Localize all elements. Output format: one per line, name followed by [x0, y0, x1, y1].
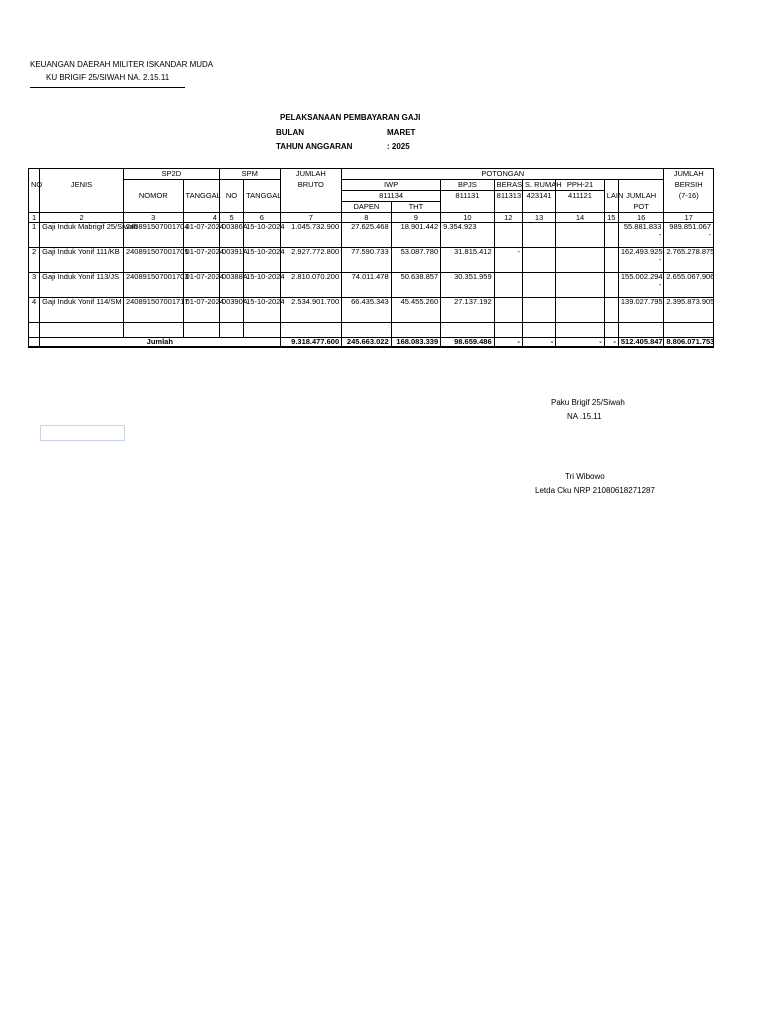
row-jumlah-pot-value: 155.002.294 — [620, 272, 663, 281]
row-bpjs: 30.351.959 — [441, 273, 495, 298]
col-num: 9 — [391, 213, 441, 223]
spm-tanggal-header: TANGGAL — [244, 191, 280, 202]
spm-no-header: NO — [219, 191, 243, 202]
row-tanggal: 01-07-2024 — [183, 273, 219, 298]
row-lain — [604, 298, 618, 323]
col-num: 17 — [664, 213, 714, 223]
row-spm-no: 00390A — [219, 298, 243, 323]
row-nomor: 240891507001704 — [123, 223, 183, 248]
row-beras: - — [494, 248, 522, 273]
col-num: 4 — [183, 213, 219, 223]
total-lain: - — [604, 338, 618, 348]
tahun-value: : 2025 — [387, 142, 410, 151]
row-bruto: 2.534.901.700 — [280, 298, 342, 323]
row-spm-tanggal: 15-10-2024 — [244, 273, 280, 298]
col-num: 15 — [604, 213, 618, 223]
iwp-header: IWP — [342, 180, 441, 191]
row-dapen: 74.011.478 — [342, 273, 392, 298]
org-line-1: KEUANGAN DAERAH MILITER ISKANDAR MUDA — [30, 60, 214, 69]
row-jumlah-pot: 139.027.795 — [618, 298, 664, 323]
row-s-rumah — [522, 273, 555, 298]
potongan-header: POTONGAN — [342, 169, 664, 180]
spm-header: SPM — [219, 169, 280, 180]
pot-header — [618, 191, 664, 202]
row-lain — [604, 223, 618, 248]
row-bruto: 2.810.070.200 — [280, 273, 342, 298]
col-num: 3 — [123, 213, 183, 223]
spacer-row — [29, 323, 714, 338]
table-row — [29, 298, 714, 323]
org-line-2: KU BRIGIF 25/SIWAH NA. 2.15.11 — [46, 73, 170, 82]
col-num: 8 — [342, 213, 392, 223]
col-num: 5 — [219, 213, 243, 223]
bersih-header-3: (7-16) — [664, 191, 714, 202]
row-s-rumah — [522, 248, 555, 273]
row-no: 1 — [29, 223, 40, 248]
row-bpjs: 9.354.923 — [441, 223, 495, 248]
col-num: 12 — [494, 213, 522, 223]
pot-header-1: JUMLAH — [626, 191, 657, 200]
table-row — [29, 273, 714, 298]
row-tht: 53.087.780 — [391, 248, 441, 273]
total-pph21: - — [556, 338, 604, 348]
bpjs-code: 811131 — [441, 191, 495, 202]
bersih-header-1: JUMLAH — [664, 169, 714, 180]
row-spm-tanggal: 15-10-2024 — [244, 248, 280, 273]
bpjs-header: BPJS — [441, 180, 495, 191]
row-tanggal: 01-07-2024 — [183, 223, 219, 248]
row-spm-tanggal: 15-10-2024 — [244, 298, 280, 323]
col-num: 1 — [29, 213, 40, 223]
row-no: 3 — [29, 273, 40, 298]
col-num: 7 — [280, 213, 342, 223]
row-dapen: 27.625.468 — [342, 223, 392, 248]
col-num: 10 — [441, 213, 495, 223]
row-jumlah-pot — [618, 273, 664, 298]
column-number-row — [29, 213, 714, 223]
row-pph21 — [556, 273, 604, 298]
row-jenis: Gaji Induk Yonif 113/JS — [40, 273, 124, 298]
table-row — [29, 223, 714, 248]
total-jumlah-pot: 512.405.847 — [618, 338, 664, 348]
row-jenis: Gaji Induk Yonif 114/SM — [40, 298, 124, 323]
dash-mark: - — [708, 230, 711, 239]
row-pph21 — [556, 298, 604, 323]
total-tht: 168.083.339 — [391, 338, 441, 348]
signature-code: NA .15.11 — [567, 412, 602, 421]
row-spm-tanggal: 15-10-2024 — [244, 223, 280, 248]
row-s-rumah — [522, 223, 555, 248]
s-rumah-code: 423141 — [522, 191, 555, 202]
row-no: 2 — [29, 248, 40, 273]
header-underline — [30, 87, 185, 88]
total-bruto: 9.318.477.600 — [280, 338, 342, 348]
row-jumlah-bersih-value: 989.851.067 — [669, 222, 711, 231]
header-row-1 — [29, 169, 714, 180]
row-spm-no: 00391A — [219, 248, 243, 273]
row-lain — [604, 273, 618, 298]
row-bpjs: 27.137.192 — [441, 298, 495, 323]
header-row-2 — [29, 180, 714, 191]
dash-mark: - — [658, 230, 662, 239]
header-row-4 — [29, 202, 714, 213]
row-jenis: Gaji Induk Mabrigif 25/Siwah — [40, 223, 124, 248]
row-bruto: 1.045.732.900 — [280, 223, 342, 248]
row-beras — [494, 223, 522, 248]
sp2d-header: SP2D — [123, 169, 219, 180]
row-s-rumah — [522, 298, 555, 323]
no-header: NO — [29, 180, 40, 191]
header-row-3 — [29, 191, 714, 202]
bulan-label: BULAN — [276, 128, 304, 137]
s-rumah-header: S. RUMAH — [522, 180, 555, 191]
row-beras — [494, 273, 522, 298]
row-tht: 18.901.442 — [391, 223, 441, 248]
lain-header: LAIN — [604, 191, 618, 202]
report-title: PELAKSANAAN PEMBAYARAN GAJI — [280, 113, 421, 122]
dapen-header: DAPEN — [342, 202, 392, 213]
signature-name: Tri Wibowo — [565, 472, 605, 481]
row-pph21 — [556, 223, 604, 248]
total-dapen: 245.663.022 — [342, 338, 392, 348]
total-jumlah-bersih: 8.806.071.753 — [664, 338, 714, 348]
total-bpjs: 98.659.486 — [441, 338, 495, 348]
row-jumlah-bersih: 2.395.873.905 — [664, 298, 714, 323]
pot-header-2: POT — [618, 202, 664, 213]
iwp-code: 811134 — [342, 191, 441, 202]
col-num: 14 — [556, 213, 604, 223]
pph21-code: 411121 — [556, 191, 604, 202]
row-bruto: 2.927.772.800 — [280, 248, 342, 273]
dash-mark: - — [658, 255, 662, 264]
row-dapen: 77.590.733 — [342, 248, 392, 273]
row-tanggal: 01-07-2024 — [183, 298, 219, 323]
beras-header: BERAS — [494, 180, 522, 191]
row-nomor: 240891507001717 — [123, 298, 183, 323]
row-beras — [494, 298, 522, 323]
dash-mark: - — [658, 280, 662, 289]
pph21-header: PPH-21 — [556, 180, 604, 191]
table-row — [29, 248, 714, 273]
row-spm-no: 00386A — [219, 223, 243, 248]
bersih-header-2: BERSIH — [664, 180, 714, 191]
row-jumlah-pot — [618, 223, 664, 248]
col-num: 6 — [244, 213, 280, 223]
row-jumlah-pot-value: 55.881.833 — [623, 222, 662, 231]
signature-rank: Letda Cku NRP 21080618271287 — [535, 486, 655, 495]
col-num: 13 — [522, 213, 555, 223]
total-beras: - — [494, 338, 522, 348]
row-nomor: 240891507001703 — [123, 273, 183, 298]
row-lain — [604, 248, 618, 273]
tahun-label: TAHUN ANGGARAN — [276, 142, 353, 151]
col-num: 16 — [618, 213, 664, 223]
row-jumlah-bersih: 2.765.278.875 — [664, 248, 714, 273]
row-tht: 45.455.260 — [391, 298, 441, 323]
bruto-header-1: JUMLAH — [280, 169, 342, 180]
row-jumlah-bersih: 2.655.067.906 — [664, 273, 714, 298]
bruto-header-2: BRUTO — [280, 180, 342, 191]
row-jumlah-bersih — [664, 223, 714, 248]
nomor-header: NOMOR — [123, 191, 183, 202]
row-jumlah-pot — [618, 248, 664, 273]
bulan-value: MARET — [387, 128, 416, 137]
row-jumlah-pot-value: 162.493.925 — [620, 247, 663, 256]
row-spm-no: 00388A — [219, 273, 243, 298]
selected-cell-box[interactable] — [40, 425, 125, 441]
total-label: Jumlah — [40, 338, 280, 348]
tanggal-header: TANGGAL — [183, 191, 219, 202]
row-no: 4 — [29, 298, 40, 323]
row-tht: 50.638.857 — [391, 273, 441, 298]
row-jenis: Gaji Induk Yonif 111/KB — [40, 248, 124, 273]
tht-header: THT — [391, 202, 441, 213]
col-num: 2 — [40, 213, 124, 223]
total-row — [29, 338, 714, 348]
row-bpjs: 31.815.412 — [441, 248, 495, 273]
jenis-header: JENIS — [40, 180, 124, 191]
row-tanggal: 01-07-2024 — [183, 248, 219, 273]
payroll-table — [28, 168, 714, 348]
row-nomor: 240891507001705 — [123, 248, 183, 273]
total-s-rumah: - — [522, 338, 555, 348]
signature-office: Paku Brigif 25/Siwah — [551, 398, 625, 407]
row-dapen: 66.435.343 — [342, 298, 392, 323]
beras-code: 811313 — [494, 191, 522, 202]
row-pph21 — [556, 248, 604, 273]
